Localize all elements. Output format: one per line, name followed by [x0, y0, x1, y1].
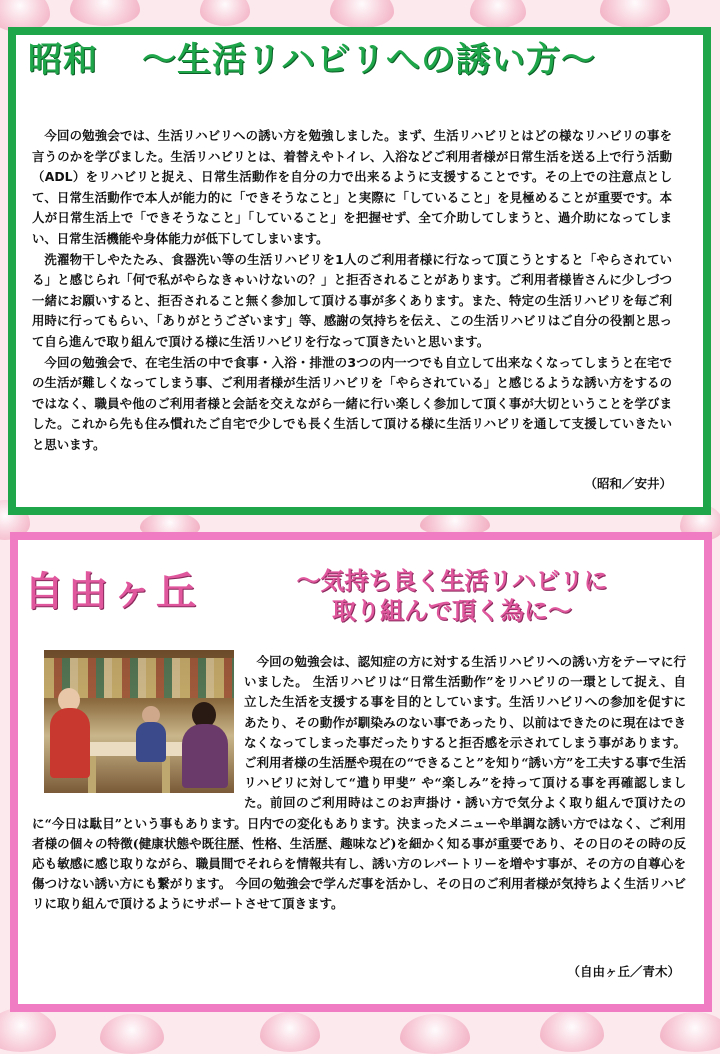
- blossom-icon: [660, 1012, 720, 1052]
- blossom-icon: [70, 0, 140, 26]
- paragraph: 今回の勉強会で、在宅生活の中で食事・入浴・排泄の3つの内一つでも自立して出来なくなってしまうと在宅での生活が難しくなってしまう事、ご利用者様が生活リハビリを「やらされている」と感じるような誘い方をするのではなく、職員や他のご利用者様と会話を交えながら一緒に行い楽しく参加して頂く事が大切ということを学びました。これから先も住み慣れたご自宅で少しでも長く生活して頂ける様に生活リハビリを通して支援していきたいと思います。: [32, 354, 672, 452]
- blossom-icon: [540, 1010, 604, 1052]
- blossom-icon: [200, 0, 250, 26]
- section-jiyugaoka-subtitle: [262, 566, 642, 626]
- paragraph: 今回の勉強会は、認知症の方に対する生活リハビリへの誘い方をテーマに行いました。 生活リハビリは“日常生活動作”をリハビリの一環として捉え、自立した生活を支援する事を目的としています。生活リハビリへの参加を促すにあたり、その動作が馴染みのない事であったり、以前はできたのに現在はできなくなってしまった事だったりすると拒否感を示されてしまう事があります。ご利用者様の生活歴や現在の“できること”を知り“誘い方”を工夫する事で生活リハビリに対して“遣り甲斐” や“楽しみ”を持って頂ける事を再確認しました。前回のご利用時はこのお声掛け・誘い方で気分よく取り組んで頂けたのに“今日は駄目”という事もあります。日内での変化もあります。決まったメニューや単調な誘い方ではなく、ご利用者様の個々の特徴(健康状態や既往歴、性格、生活歴、趣味など)を細かく知る事が重要であり、その日のその時の反応も敏感に感じ取りながら、職員間でそれらを情報共有し、誘い方のレパートリーを増やす事が、その方の自尊心を傷つけない誘い方にも繋がります。 今回の勉強会で学んだ事を活かし、その日のご利用者様が気持ちよく生活リハビリに取り組んで頂けるようにサポートさせて頂きます。: [32, 654, 686, 912]
- section-showa-signature: （昭和／安井）: [584, 476, 672, 491]
- subtitle-line: 取り組んで頂く為に～: [332, 596, 572, 625]
- section-jiyugaoka-signature: （自由ヶ丘／青木）: [567, 964, 680, 979]
- section-showa-title: 昭和: [28, 40, 98, 80]
- blossom-icon: [0, 1008, 56, 1052]
- blossom-icon: [600, 0, 670, 28]
- blossom-icon: [260, 1012, 320, 1052]
- section-showa-subtitle: ～生活リハビリへの誘い方～: [142, 40, 596, 80]
- section-showa-heading: [28, 32, 596, 81]
- blossom-icon: [100, 1014, 164, 1054]
- section-jiyugaoka-body: [32, 652, 686, 915]
- paragraph: 洗濯物干しやたたみ、食器洗い等の生活リハビリを1人のご利用者様に行なって頂こうとすると「やらされている」と感じられ「何で私がやらなきゃいけないの？」と拒否されることがあります。ご利用者様皆さんに少しづつ一緒にお願いすると、拒否されること無く参加して頂ける事が多くあります。また、特定の生活リハビリを毎ご利用時に行ってもらい、「ありがとうございます」等、感謝の気持ちを伝え、この生活リハビリはご自分の役割と思って自ら進んで取り組んで頂ける様に生活リハビリを行なって頂きたいと思います。: [32, 251, 672, 349]
- section-showa-body: [32, 126, 672, 456]
- section-jiyugaoka-title: 自由ヶ丘: [24, 568, 200, 615]
- blossom-icon: [330, 0, 394, 28]
- subtitle-line: ～気持ち良く生活リハビリに: [296, 566, 608, 595]
- paragraph: 今回の勉強会では、生活リハビリへの誘い方を勉強しました。まず、生活リハビリとはどの様なリハビリの事を言うのかを学びました。生活リハビリとは、着替えやトイレ、入浴などご利用者様が日常生活を送る上で行う活動（ADL）をリハビリと捉え、日常生活動作を自分の力で出来るように支援することです。その上での注意点として、日常生活動作で本人が能力的に「できそうなこと」と実際に「していること」を見極めることが重要です。本人が日常生活上で「できそうなこと」「していること」を把握せず、全て介助してしまうと、過介助になってしまい、日常生活機能や身体能力が低下してしまいます。: [32, 128, 672, 246]
- blossom-icon: [400, 1014, 470, 1054]
- blossom-icon: [470, 0, 526, 28]
